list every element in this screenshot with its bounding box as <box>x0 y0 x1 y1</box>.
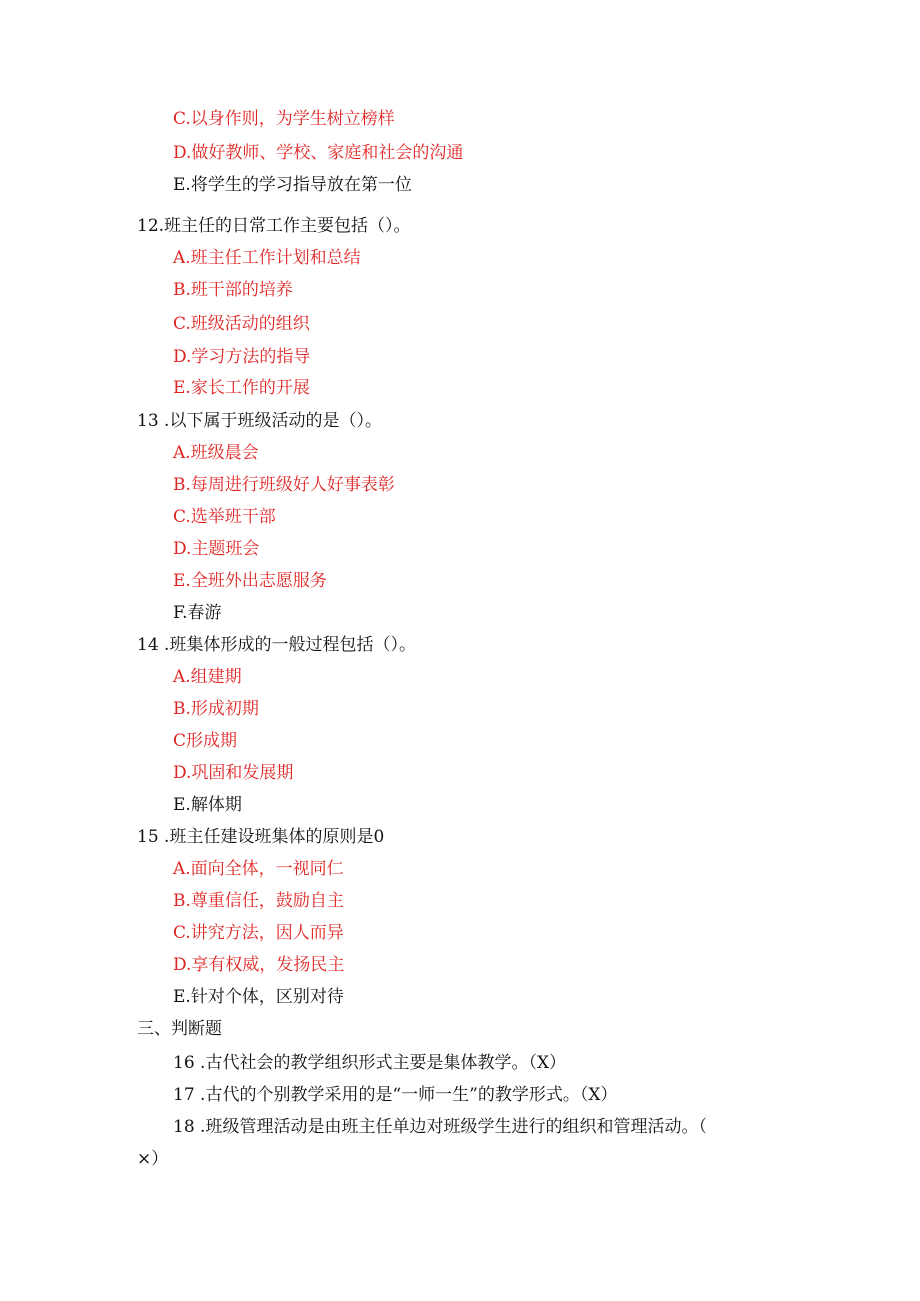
q14-option-d: D.巩固和发展期 <box>173 763 294 783</box>
q14-option-e: E.解体期 <box>173 795 242 815</box>
option-d: D.做好教师、学校、家庭和社会的沟通 <box>173 143 464 163</box>
q14-option-a: A.组建期 <box>173 667 242 687</box>
q15-option-d: D.享有权威，发扬民主 <box>173 955 345 975</box>
option-e: E.将学生的学习指导放在第一位 <box>173 175 412 195</box>
option-c: C.以身作则，为学生树立榜样 <box>173 109 395 129</box>
q13-option-a: A.班级晨会 <box>173 443 259 463</box>
q13-option-f: F.春游 <box>173 603 222 623</box>
tf-item-18: 18 .班级管理活动是由班主任单边对班级学生进行的组织和管理活动。（ <box>173 1117 707 1137</box>
q15-option-b: B.尊重信任，鼓励自主 <box>173 891 344 911</box>
question-12-stem: 12.班主任的日常工作主要包括（）。 <box>137 216 411 236</box>
question-15-stem: 15 .班主任建设班集体的原则是0 <box>137 827 385 847</box>
q13-option-c: C.选举班干部 <box>173 507 276 527</box>
q15-option-e: E.针对个体，区别对待 <box>173 987 344 1007</box>
q12-option-b: B.班干部的培养 <box>173 280 293 300</box>
q15-option-c: C.讲究方法，因人而异 <box>173 923 344 943</box>
q12-option-a: A.班主任工作计划和总结 <box>173 248 361 268</box>
tf-item-18-continuation: ×） <box>137 1149 169 1169</box>
question-13-stem: 13 .以下属于班级活动的是（）。 <box>137 411 382 431</box>
q13-option-b: B.每周进行班级好人好事表彰 <box>173 475 395 495</box>
tf-item-17: 17 .古代的个别教学采用的是“一师一生”的教学形式。（X） <box>173 1085 618 1105</box>
q14-option-b: B.形成初期 <box>173 699 259 719</box>
q12-option-d: D.学习方法的指导 <box>173 347 311 367</box>
q13-option-e: E.全班外出志愿服务 <box>173 571 327 591</box>
q12-option-c: C.班级活动的组织 <box>173 314 310 334</box>
section-title: 三、判断题 <box>137 1019 222 1039</box>
q14-option-c: C形成期 <box>173 731 238 751</box>
q12-option-e: E.家长工作的开展 <box>173 378 310 398</box>
question-14-stem: 14 .班集体形成的一般过程包括（）。 <box>137 635 416 655</box>
q13-option-d: D.主题班会 <box>173 539 260 559</box>
q15-option-a: A.面向全体，一视同仁 <box>173 859 344 879</box>
tf-item-16: 16 .古代社会的教学组织形式主要是集体教学。（X） <box>173 1053 567 1073</box>
